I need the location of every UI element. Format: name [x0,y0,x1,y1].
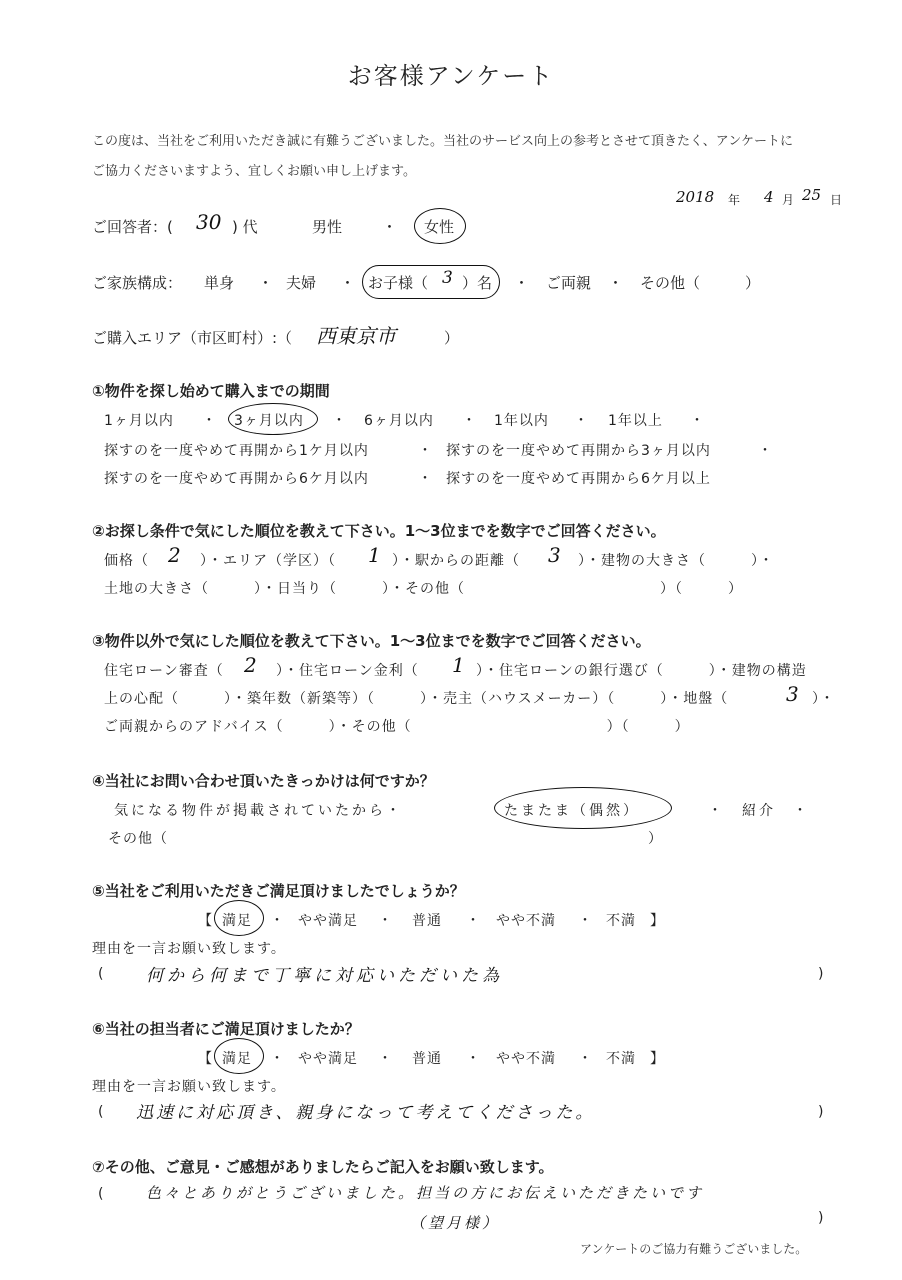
q4-opt-other[interactable]: その他（ ） [108,831,663,847]
q6-reason-close: ) [818,1104,824,1120]
q2-price-rank[interactable]: 2 [168,543,181,567]
q2-price-label: 価格（ [104,553,149,569]
q5-reason-label: 理由を一言お願い致します。 [92,941,286,957]
q5-opt-somewhat-satisfied[interactable]: やや満足 [298,913,358,929]
q1-sep-1: ・ [202,413,217,429]
q6-opt-satisfied[interactable]: 満足 [222,1051,252,1067]
q5-opt-dissatisfied[interactable]: 不満 [606,913,636,929]
q4-opt-listing[interactable]: 気になる物件が掲載されていたから・ [114,803,403,819]
q3-loan-review-rank[interactable]: 2 [244,653,257,677]
q1-sep-8: ・ [418,471,433,487]
q5-opt-somewhat-dissatisfied[interactable]: やや不満 [496,913,556,929]
q6-selected-circle [214,1038,264,1074]
q3-loan-review-label: 住宅ローン審査（ [104,663,224,679]
q6-reason-label: 理由を一言お願い致します。 [92,1079,286,1095]
intro-line-1: この度は、当社をご利用いただき誠に有難うございました。当社のサービス向上の参考とさせて頂きたく、アンケートに [92,134,793,149]
gender-sep: ・ [382,218,398,236]
q6-opt-somewhat-dissatisfied[interactable]: やや不満 [496,1051,556,1067]
q6-sep-1: ・ [270,1051,285,1067]
children-selected-circle [362,265,500,299]
q2-station-label: ）・駅からの距離（ [392,553,520,569]
q2-area-rank[interactable]: 1 [368,543,381,567]
q1-opt-restart-3m[interactable]: 探すのを一度やめて再開から3ヶ月以内 [446,443,711,459]
q7-comment-line-2[interactable]: （望月様） [410,1214,501,1232]
family-couple[interactable]: 夫婦 [286,274,317,292]
q7-title: ⑦その他、ご意見・ご感想がありましたらご記入をお願い致します。 [92,1158,554,1176]
family-other[interactable]: その他（ ） [640,274,761,292]
q1-opt-restart-over-6m[interactable]: 探すのを一度やめて再開から6ケ月以上 [446,471,711,487]
q1-sep-5: ・ [690,413,705,429]
q1-opt-restart-6m[interactable]: 探すのを一度やめて再開から6ケ月以内 [104,471,369,487]
q5-opt-neutral[interactable]: 普通 [412,913,442,929]
q5-selected-circle [214,900,264,936]
q3-loan-rate-label: ）・住宅ローン金利（ [276,663,419,679]
q7-comment-open: ( [98,1186,104,1202]
q1-title: ①物件を探し始めて購入までの期間 [92,382,330,400]
q2-area-label: ）・エリア（学区）（ [200,553,336,569]
q4-opt-referral[interactable]: ・ 紹介 ・ [708,803,810,819]
intro-line-2: ご協力くださいますよう、宜しくお願い申し上げます。 [92,164,416,179]
q5-sep-1: ・ [270,913,285,929]
q2-station-rank[interactable]: 3 [548,543,561,567]
q6-reason-open: ( [98,1104,104,1120]
q6-opt-neutral[interactable]: 普通 [412,1051,442,1067]
family-children[interactable]: お子様（ [368,274,429,292]
family-children-suffix: ）名 [462,274,493,292]
thanks-footer: アンケートのご協力有難うございました。 [580,1242,808,1256]
q6-sep-2: ・ [378,1051,393,1067]
q5-bracket-open: 【 [198,913,213,929]
q6-bracket-close: 】 [650,1051,665,1067]
family-parents[interactable]: ご両親 [546,274,592,292]
date-month-unit: 月 [782,193,795,207]
date-day: 25 [802,186,822,204]
q1-opt-1y[interactable]: 1年以内 [494,413,549,429]
area-close: ） [444,329,460,347]
q2-building-label: ）・建物の大きさ（ ）・ [578,553,774,569]
q5-title: ⑤当社をご利用いただきご満足頂けましたでしょうか？ [92,882,465,900]
respondent-age-value[interactable]: 30 [196,210,222,234]
female-selected-circle [414,208,466,244]
family-children-count[interactable]: 3 [442,268,453,288]
q6-opt-somewhat-satisfied[interactable]: やや満足 [298,1051,358,1067]
q1-sep-4: ・ [574,413,589,429]
q3-bank-label: ）・住宅ローンの銀行選び（ ）・建物の構造 [476,663,807,679]
date-month: 4 [764,188,774,206]
family-sep-4: ・ [608,274,624,292]
q5-opt-satisfied[interactable]: 満足 [222,913,252,929]
q6-sep-4: ・ [578,1051,593,1067]
page-title: お客様アンケート [347,62,555,90]
family-sep-3: ・ [514,274,530,292]
q3-line-2b: ）・ [812,691,835,707]
gender-female[interactable]: 女性 [424,218,455,236]
date-year: 2018 [676,188,715,206]
respondent-age-suffix: ) 代 [232,218,258,236]
q1-sep-3: ・ [462,413,477,429]
family-single[interactable]: 単身 [204,274,235,292]
q6-sep-3: ・ [466,1051,481,1067]
q3-ground-rank[interactable]: 3 [786,682,799,706]
family-sep-2: ・ [340,274,356,292]
q6-title: ⑥当社の担当者にご満足頂けましたか？ [92,1020,360,1038]
q5-bracket-close: 】 [650,913,665,929]
q3-loan-rate-rank[interactable]: 1 [452,653,465,677]
q5-reason-close: ) [818,966,824,982]
q5-reason-open: ( [98,966,104,982]
q4-selected-circle [494,787,672,829]
q5-sep-2: ・ [378,913,393,929]
q1-opt-restart-1m[interactable]: 探すのを一度やめて再開から1ケ月以内 [104,443,369,459]
q3-line-3: ご両親からのアドバイス（ ）・その他（ ）（ ） [104,719,690,735]
q3-line-2a: 上の心配（ ）・築年数（新築等）（ ）・売主（ハウスメーカー）（ ）・地盤（ [104,691,729,707]
area-value[interactable]: 西東京市 [316,324,396,348]
date-day-unit: 日 [830,193,843,207]
family-sep-1: ・ [258,274,274,292]
q6-reason-value[interactable]: 迅速に対応頂き、親身になって考えてくださった。 [136,1103,596,1123]
q1-opt-6m[interactable]: 6ヶ月以内 [364,413,434,429]
q5-sep-4: ・ [578,913,593,929]
q3-title: ③物件以外で気にした順位を教えて下さい。1～3位までを数字でご回答ください。 [92,632,651,650]
date-year-unit: 年 [728,193,741,207]
family-label: ご家族構成： [92,274,183,292]
q1-sep-6: ・ [418,443,433,459]
q5-reason-value[interactable]: 何から何まで丁寧に対応いただいた為 [146,966,503,986]
q4-opt-chance[interactable]: たまたま（偶然） [504,803,640,819]
q2-line-2: 土地の大きさ（ ）・日当り（ ）・その他（ ）（ ） [104,581,743,597]
q1-opt-3m[interactable]: 3ヶ月以内 [234,413,304,429]
q1-opt-over-1y[interactable]: 1年以上 [608,413,663,429]
q4-title: ④当社にお問い合わせ頂いたきっかけは何ですか？ [92,772,435,790]
area-label: ご購入エリア（市区町村）:（ [92,329,293,347]
q1-opt-1m[interactable]: 1ヶ月以内 [104,413,174,429]
q5-sep-3: ・ [466,913,481,929]
respondent-label: ご回答者：( [92,218,173,236]
q6-bracket-open: 【 [198,1051,213,1067]
q1-selected-circle [228,403,318,435]
q1-sep-7: ・ [758,443,773,459]
q7-comment-close: ) [818,1210,824,1226]
q6-opt-dissatisfied[interactable]: 不満 [606,1051,636,1067]
q2-title: ②お探し条件で気にした順位を教えて下さい。1～3位までを数字でご回答ください。 [92,522,666,540]
q7-comment-line-1[interactable]: 色々とありがとうございました。担当の方にお伝えいただきたいです [146,1184,705,1202]
q1-sep-2: ・ [332,413,347,429]
gender-male[interactable]: 男性 [312,218,343,236]
